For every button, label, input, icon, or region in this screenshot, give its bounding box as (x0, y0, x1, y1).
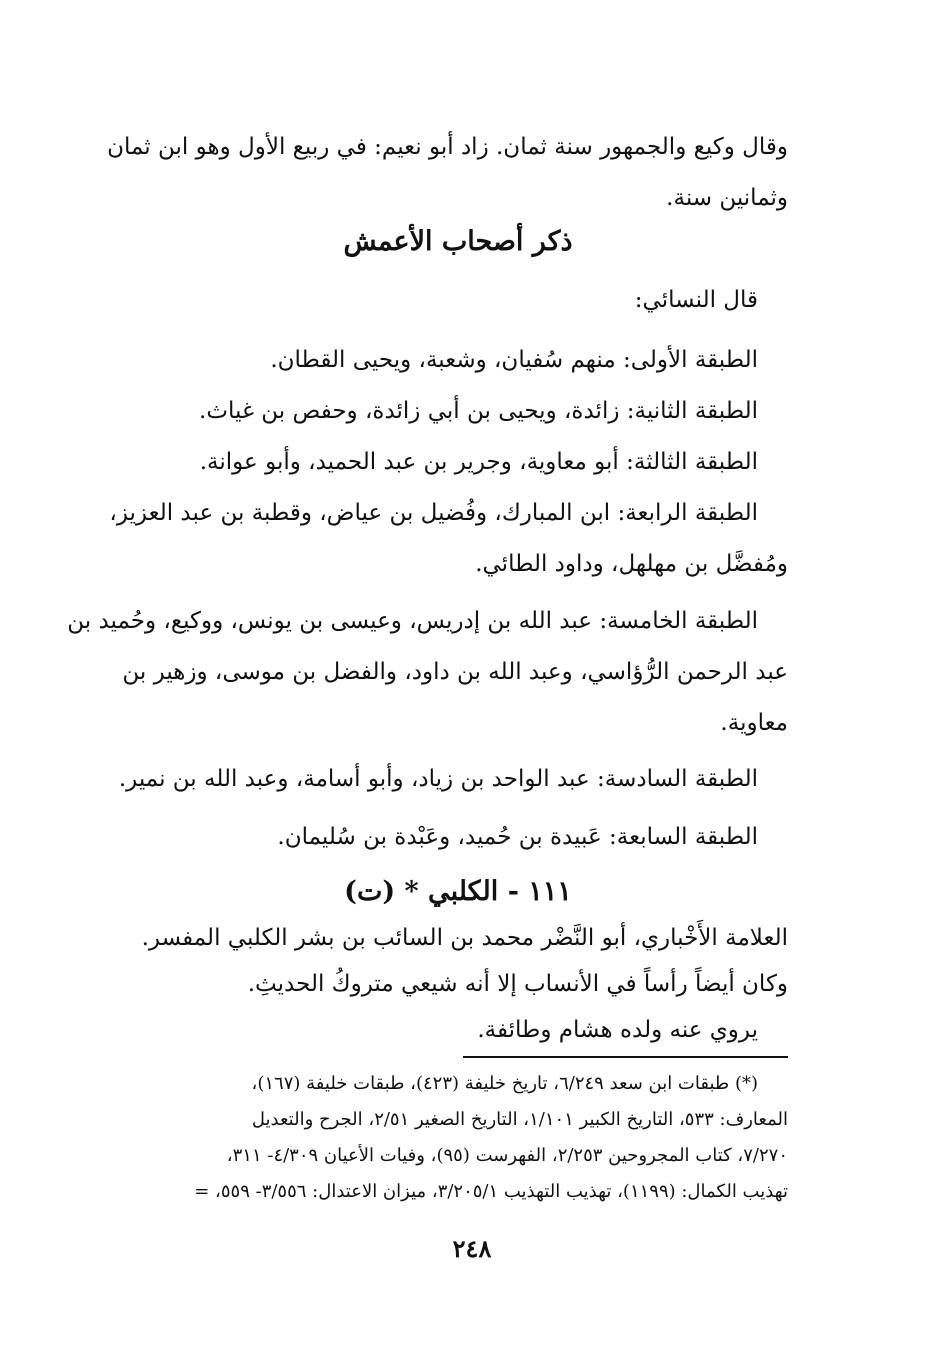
tabaqat-list-3 (118, 750, 788, 866)
nasai-intro (128, 275, 788, 326)
tabaqat-list-1 (109, 335, 788, 590)
nasai-intro-line: قال النسائي: (634, 287, 758, 313)
intro-line-2: وثمانين سنة. (666, 185, 788, 211)
intro-paragraph (107, 122, 788, 224)
tabaqa-3: الطبقة الثالثة: أبو معاوية، وجرير بن عبد الحميد، وأبو عوانة. (199, 449, 758, 475)
intro-line-1: وقال وكيع والجمهور سنة ثمان. زاد أبو نعيم: في ربيع الأول وهو ابن ثمان (107, 134, 788, 160)
footnote-line-1: (*) طبقات ابن سعد ٦/٢٤٩، تاريخ خليفة (٤٢٣)، طبقات خليفة (١٦٧)، (251, 1073, 758, 1094)
tabaqa-1: الطبقة الأولى: منهم سُفيان، وشعبة، ويحيى القطان. (270, 347, 758, 373)
footnotes (128, 1066, 788, 1210)
tabaqa-4-line-1: الطبقة الرابعة: ابن المبارك، وفُضيل بن عياض، وقطبة بن عبد العزيز، (109, 500, 758, 526)
footnote-line-3: ٧/٢٧٠، كتاب المجروحين ٢/٢٥٣، الفهرست (٩٥)، وفيات الأعيان ٤/٣٠٩- ٣١١، (226, 1145, 788, 1166)
tabaqat-list-2 (67, 596, 788, 749)
tabaqa-2: الطبقة الثانية: زائدة، ويحيى بن أبي زائدة، وحفص بن غياث. (199, 398, 758, 424)
tabaqa-6: الطبقة السادسة: عبد الواحد بن زياد، وأبو أسامة، وعبد الله بن نمير. (118, 766, 758, 792)
footnote-line-2: المعارف: ٥٣٣، التاريخ الكبير ١/١٠١، التاريخ الصغير ٢/٥١، الجرح والتعديل (251, 1109, 788, 1130)
tabaqa-4-line-2: ومُفضَّل بن مهلهل، وداود الطائي. (475, 551, 788, 577)
entry-heading: ١١١ - الكلبي * (ت) (344, 876, 572, 907)
entry-line-1: العلامة الأَخْباري، أبو النَّضْر محمد بن السائب بن بشر الكلبي المفسر. (141, 925, 788, 951)
footnote-line-4: تهذيب الكمال: (١١٩٩)، تهذيب التهذيب ٣/٢٠٥/١، ميزان الاعتدال: ٣/٥٥٦- ٥٥٩، = (194, 1181, 788, 1202)
entry-line-2: وكان أيضاً رأساً في الأنساب إلا أنه شيعي متروكُ الحديثِ. (247, 971, 788, 997)
entry-line-3: يروي عنه ولده هشام وطائفة. (477, 1017, 758, 1043)
footnote-divider (463, 1056, 788, 1058)
tabaqa-5-line-3: معاوية. (720, 710, 788, 736)
tabaqa-5-line-1: الطبقة الخامسة: عبد الله بن إدريس، وعيسى بن يونس، ووكيع، وحُميد بن (67, 608, 758, 634)
page-number: ٢٤٨ (452, 1234, 492, 1263)
entry-body (128, 915, 788, 1053)
section-heading: ذكر أصحاب الأعمش (343, 226, 573, 257)
tabaqa-7: الطبقة السابعة: عَبيدة بن حُميد، وعَبْدة بن سُليمان. (277, 824, 758, 850)
tabaqa-5-line-2: عبد الرحمن الرُّؤاسي، وعبد الله بن داود، والفضل بن موسى، وزهير بن (122, 659, 788, 685)
